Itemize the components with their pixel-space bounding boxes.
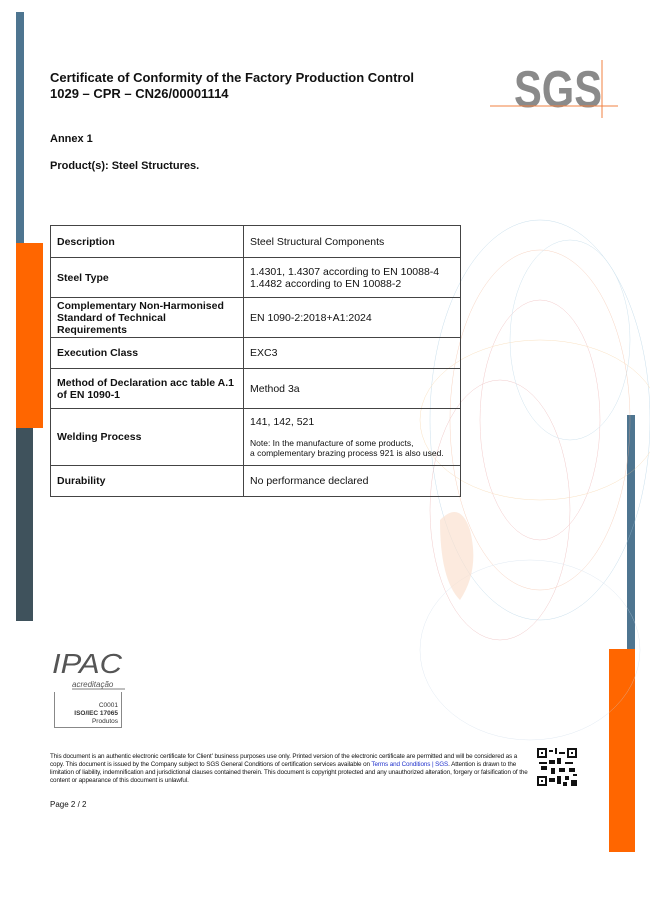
table-row <box>51 298 461 338</box>
value-line: 1.4482 according to EN 10088-2 <box>250 277 402 290</box>
disclaimer-part1: This document is an authentic electronic certificate for Client' business purposes use only. Printed version of the electronic certificate are permitted and will be considered as a copy. This document is issued by the Company subject to SGS General Conditions of certification services available on <box>50 753 518 768</box>
certificate-number: 1029 – CPR – CN26/00001114 <box>50 86 229 101</box>
product-label: Product(s): Steel Structures. <box>50 160 200 172</box>
table-row <box>51 338 461 369</box>
accreditation-code: C0001 <box>98 702 118 709</box>
row-key: Steel Type <box>51 258 244 298</box>
table-row <box>51 466 461 497</box>
svg-text:acreditação: acreditação <box>72 680 114 689</box>
table-row <box>51 409 461 466</box>
key-line: Method of Declaration acc table A.1 <box>57 376 234 389</box>
title-line-1: Certificate of Conformity of the Factory Production Control <box>50 70 415 85</box>
certificate-title <box>50 70 414 102</box>
accreditation-scope: Produtos <box>91 718 118 725</box>
row-value: EN 1090-2:2018+A1:2024 <box>244 298 461 338</box>
ipac-accreditation-logo <box>50 648 130 690</box>
left-orange-bar <box>16 243 43 428</box>
table-row <box>51 369 461 409</box>
accreditation-standard: ISO/IEC 17065 <box>74 710 118 717</box>
welding-note <box>250 438 454 458</box>
row-key <box>51 298 244 338</box>
annex-label: Annex 1 <box>50 133 93 145</box>
row-key <box>51 369 244 409</box>
accreditation-box <box>54 692 122 728</box>
disclaimer-part2: . Attention is drawn to the limitation of liability, indemnification and jurisdictional clauses contained therein. This document is copyright protected and any unauthorized alteration, forgery or falsification of the content or appearance of this document is unlawful. <box>50 761 528 784</box>
key-line: of EN 1090-1 <box>57 388 121 401</box>
row-value: Method 3a <box>244 369 461 409</box>
product-details-table <box>50 225 461 497</box>
disclaimer-text <box>50 753 530 785</box>
row-value: No performance declared <box>244 466 461 497</box>
row-value: Steel Structural Components <box>244 226 461 258</box>
row-value <box>244 258 461 298</box>
row-key: Execution Class <box>51 338 244 369</box>
table-row <box>51 258 461 298</box>
key-line: Standard of Technical Requirements <box>57 311 166 336</box>
value-line: 141, 142, 521 <box>250 416 315 428</box>
value-line: 1.4301, 1.4307 according to EN 10088-4 <box>250 265 440 278</box>
row-key: Welding Process <box>51 409 244 466</box>
key-line: Complementary Non-Harmonised <box>57 299 224 312</box>
note-line: Note: In the manufacture of some products, <box>250 438 414 448</box>
left-blue-bar <box>16 12 24 243</box>
table-row <box>51 226 461 258</box>
svg-text:SGS: SGS <box>514 61 602 119</box>
page-number: Page 2 / 2 <box>50 800 87 809</box>
row-value: EXC3 <box>244 338 461 369</box>
row-value <box>244 409 461 466</box>
sgs-logo <box>490 60 620 120</box>
svg-text:IPAC: IPAC <box>52 648 123 679</box>
terms-link[interactable]: Terms and Conditions | SGS <box>371 761 449 768</box>
left-slate-bar <box>16 428 33 621</box>
row-key: Durability <box>51 466 244 497</box>
qr-code[interactable] <box>537 748 577 786</box>
row-key: Description <box>51 226 244 258</box>
note-line: a complementary brazing process 921 is also used. <box>250 448 444 458</box>
